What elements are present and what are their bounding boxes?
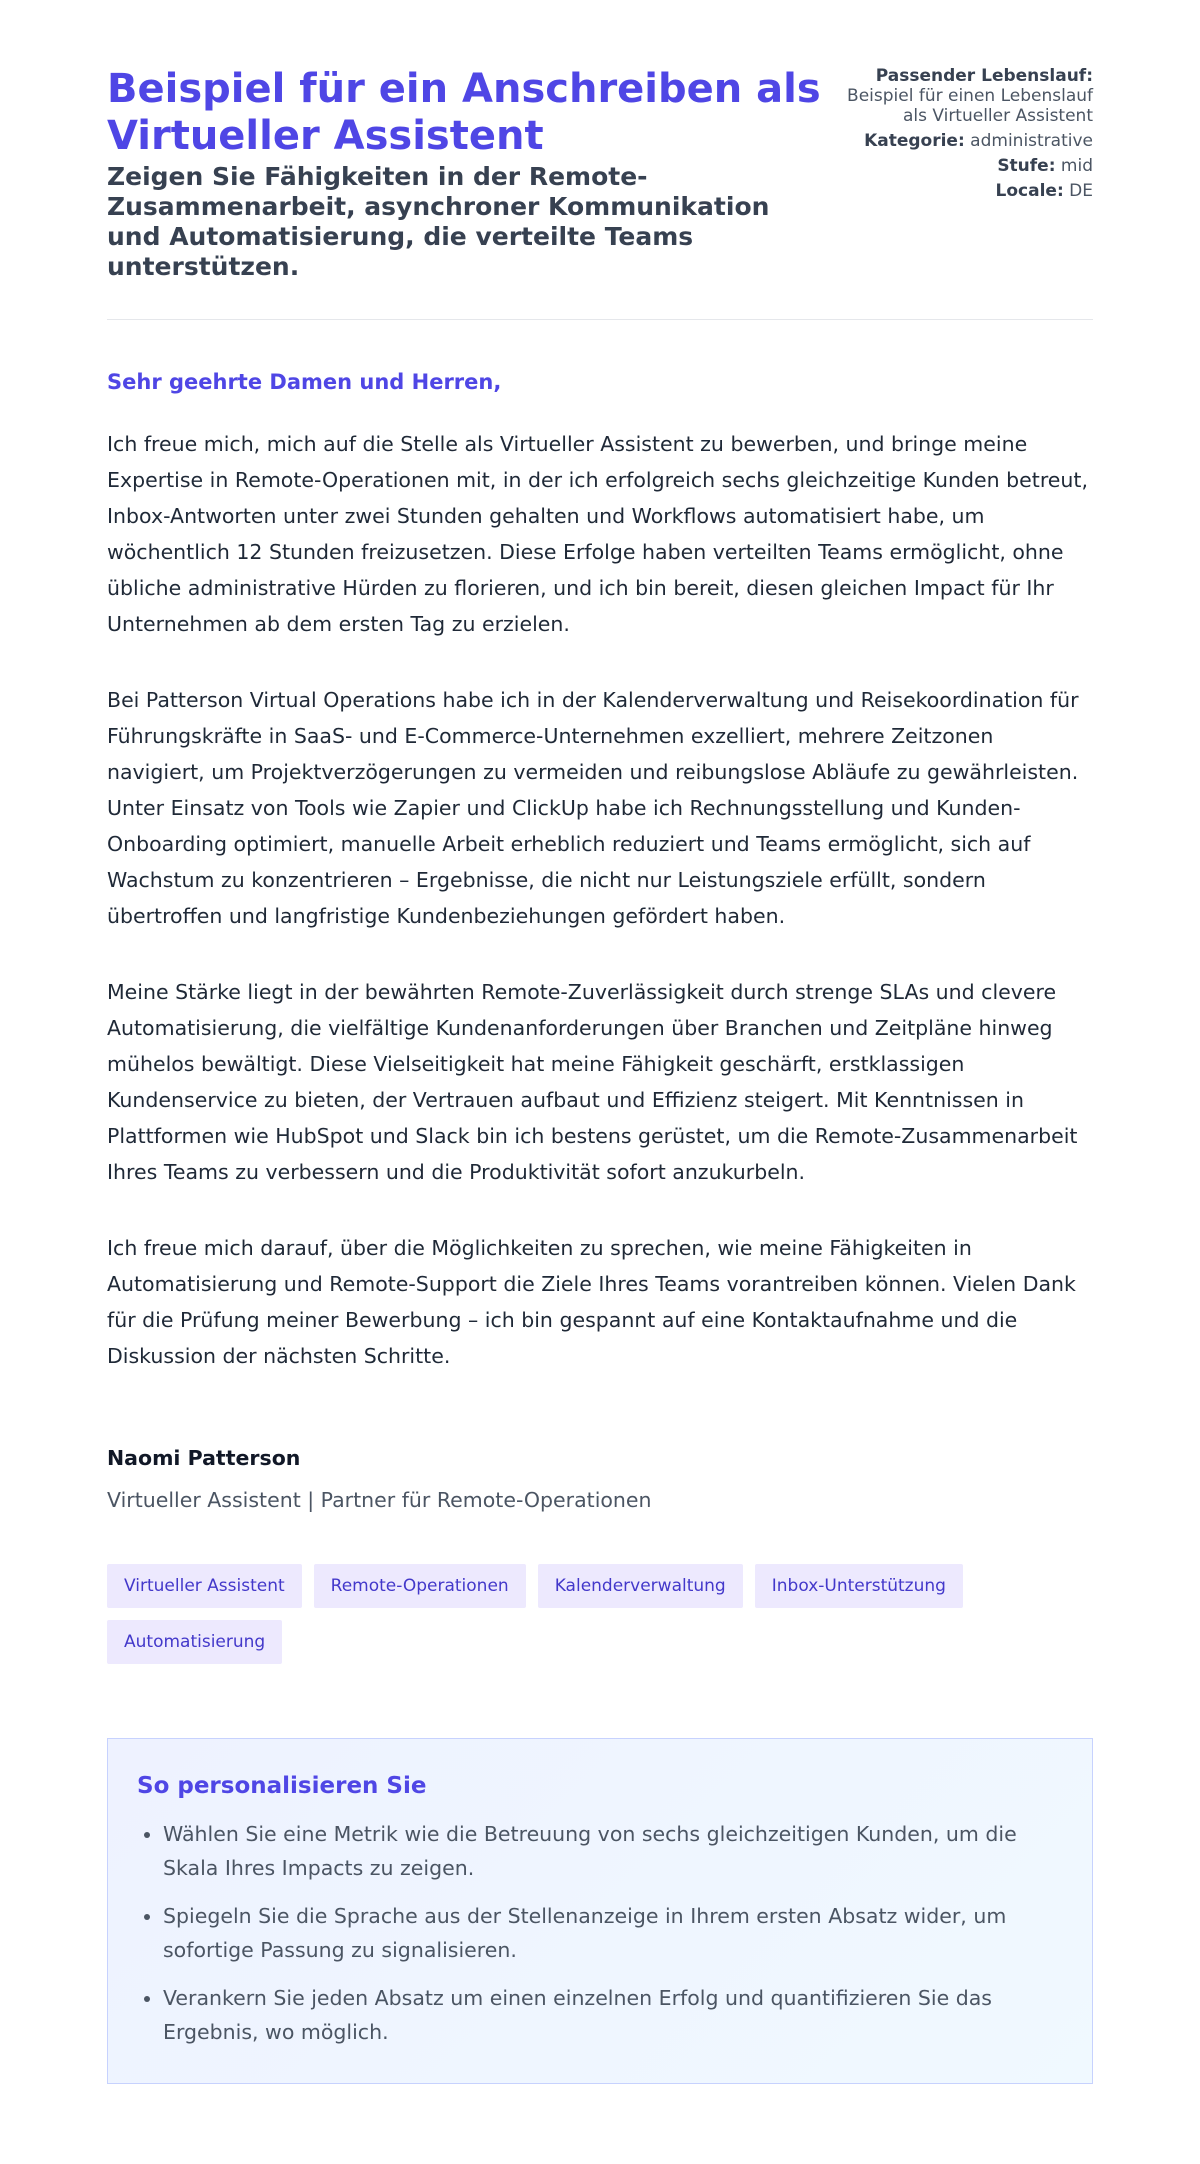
tips-title: So personalisieren Sie: [137, 1773, 427, 1799]
meta-resume-label: Passender Lebenslauf:: [875, 66, 1093, 86]
letter-paragraph: Meine Stärke liegt in der bewährten Remote-Zuverlässigkeit durch strenge SLAs und clevere Automatisierung, die vielfältige Kundenanforderungen über Branchen und Zeitpläne hinweg mühelos bewältigt. Diese Vielseitigkeit hat meine Fähigkeit geschärft, erstklassigen Kundenservice zu bieten, der Vertrauen aufbaut und Effizienz steigert. Mit Kenntnissen in Plattformen wie HubSpot und Slack bin ich bestens gerüstet, um die Remote-Zusammenarbeit Ihres Teams zu verbessern und die Produktivität sofort anzukurbeln.: [107, 980, 1078, 1184]
letter-paragraph: Bei Patterson Virtual Operations habe ich in der Kalenderverwaltung und Reisekoordination für Führungskräfte in SaaS- und E-Commerce-Unternehmen exzelliert, mehrere Zeitzonen navigiert, um Projektverzögerungen zu vermeiden und reibungslose Abläufe zu gewährleisten. Unter Einsatz von Tools wie Zapier und ClickUp habe ich Rechnungsstellung und Kunden-Onboarding optimiert, manuelle Arbeit erheblich reduziert und Teams ermöglicht, sich auf Wachstum zu konzentrieren – Ergebnisse, die nicht nur Leistungsziele erfüllt, sondern übertroffen und langfristige Kundenbeziehungen gefördert haben.: [107, 688, 1079, 928]
meta-level-value: mid: [1060, 156, 1093, 176]
meta-resume: [843, 66, 1093, 126]
meta-panel: [843, 66, 1093, 206]
tip-item: • Wählen Sie eine Metrik wie die Betreuung von sechs gleichzeitigen Kunden, um die Skala Ihres Impacts zu zeigen.: [163, 1817, 1063, 1885]
page-title: Beispiel für ein Anschreiben als Virtueller Assistent: [107, 66, 821, 159]
letter-body: [107, 368, 1093, 1514]
tag-automatisierung[interactable]: Automatisierung: [107, 1620, 282, 1664]
tips-list: [137, 1817, 1063, 2049]
header-divider: [107, 319, 1093, 320]
meta-category: [843, 131, 1093, 151]
letter-paragraph: Ich freue mich darauf, über die Möglichkeiten zu sprechen, wie meine Fähigkeiten in Automatisierung und Remote-Support die Ziele Ihres Teams vorantreiben können. Vielen Dank für die Prüfung meiner Bewerbung – ich bin gespannt auf eine Kontaktaufnahme und die Diskussion der nächsten Schritte.: [107, 1236, 1076, 1368]
meta-locale: [843, 181, 1093, 201]
letter-greeting: Sehr geehrte Damen und Herren,: [107, 370, 502, 394]
meta-category-value: administrative: [970, 131, 1093, 151]
header-titles: [107, 66, 827, 282]
meta-level: [843, 156, 1093, 176]
tag-virtueller-assistent[interactable]: Virtueller Assistent: [107, 1564, 302, 1608]
tip-item: • Spiegeln Sie die Sprache aus der Stellenanzeige in Ihrem ersten Absatz wider, um sofortige Passung zu signalisieren.: [163, 1899, 1063, 1967]
tag-inbox-unterstuetzung[interactable]: Inbox-Unterstützung: [755, 1564, 963, 1608]
meta-category-label: Kategorie:: [864, 131, 965, 151]
page-header: [107, 66, 1093, 282]
meta-locale-value: DE: [1069, 181, 1093, 201]
signature-name: Naomi Patterson: [107, 1446, 301, 1470]
page-subtitle: Zeigen Sie Fähigkeiten in der Remote-Zusammenarbeit, asynchroner Kommunikation und Automatisierung, die verteilte Teams unterstützen.: [107, 162, 770, 281]
personalization-tips: [107, 1738, 1093, 2084]
tag-list: [107, 1564, 1093, 1664]
meta-resume-link[interactable]: Beispiel für einen Lebenslauf als Virtueller Assistent: [847, 86, 1093, 126]
meta-level-label: Stufe:: [997, 156, 1056, 176]
meta-locale-label: Locale:: [995, 181, 1064, 201]
tag-kalenderverwaltung[interactable]: Kalenderverwaltung: [538, 1564, 743, 1608]
tag-remote-operationen[interactable]: Remote-Operationen: [314, 1564, 526, 1608]
tip-item: • Verankern Sie jeden Absatz um einen einzelnen Erfolg und quantifizieren Sie das Ergebnis, wo möglich.: [163, 1981, 1063, 2049]
letter-paragraph: Ich freue mich, mich auf die Stelle als Virtueller Assistent zu bewerben, und bringe meine Expertise in Remote-Operationen mit, in der ich erfolgreich sechs gleichzeitige Kunden betreut, Inbox-Antworten unter zwei Stunden gehalten und Workflows automatisiert habe, um wöchentlich 12 Stunden freizusetzen. Diese Erfolge haben verteilten Teams ermöglicht, ohne übliche administrative Hürden zu florieren, und ich bin bereit, diesen gleichen Impact für Ihr Unternehmen ab dem ersten Tag zu erzielen.: [107, 432, 1088, 636]
signature-role: Virtueller Assistent | Partner für Remote-Operationen: [107, 1488, 652, 1512]
